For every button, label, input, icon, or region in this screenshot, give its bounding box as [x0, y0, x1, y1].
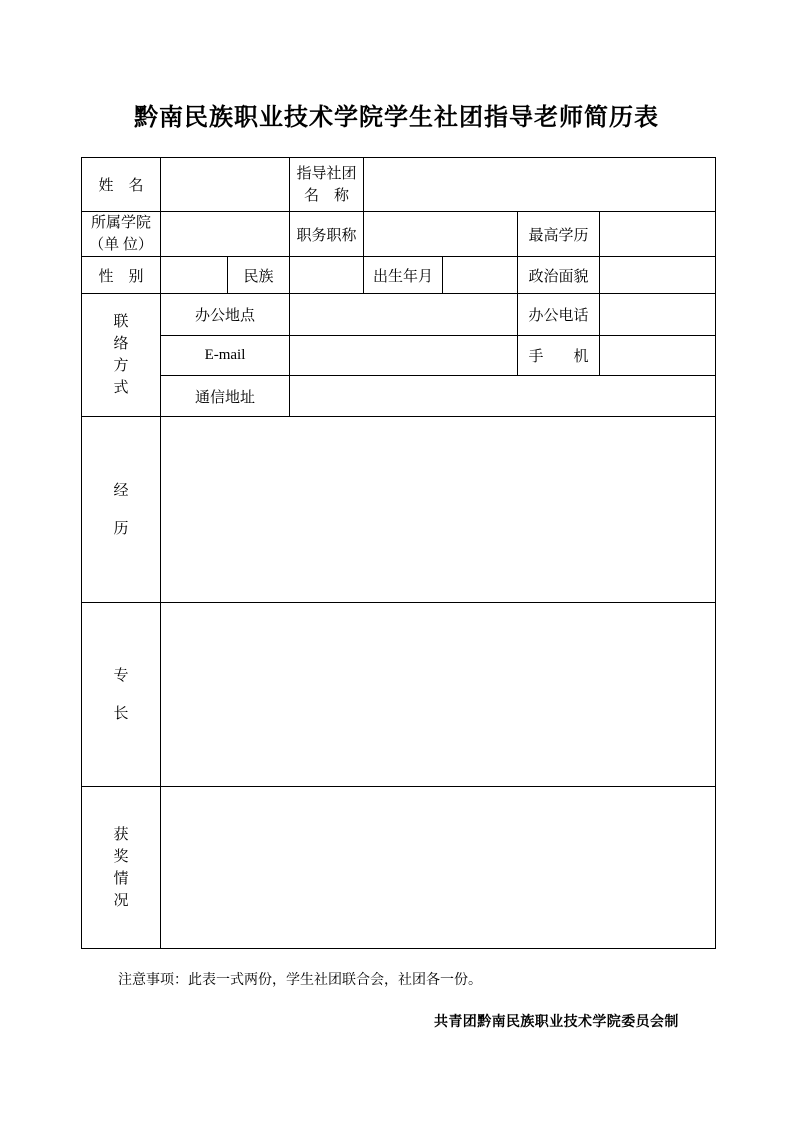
- position-title-label: 职务职称: [290, 212, 364, 257]
- contact-group-label-text: 联络方式: [113, 314, 129, 396]
- club-name-label-line2: 名 称: [303, 187, 349, 204]
- table-row: [82, 603, 716, 787]
- office-location-value-cell[interactable]: [290, 294, 518, 336]
- table-row: [82, 376, 716, 417]
- experience-value-cell[interactable]: [161, 417, 716, 603]
- note-text: 注意事项：此表一式两份，学生社团联合会，社团各一份。: [118, 973, 482, 988]
- gender-label: 性 别: [82, 257, 161, 294]
- email-value-cell[interactable]: [290, 336, 518, 376]
- mailing-address-label: 通信地址: [161, 376, 290, 417]
- specialty-label: [82, 603, 161, 787]
- birth-date-value-cell[interactable]: [443, 257, 518, 294]
- table-row: [82, 212, 716, 257]
- college-label-line2: （单 位）: [89, 237, 153, 253]
- mailing-address-value-cell[interactable]: [290, 376, 716, 417]
- ethnicity-label: 民族: [228, 257, 290, 294]
- birth-date-label: 出生年月: [364, 257, 443, 294]
- issuer-text: 共青团黔南民族职业技术学院委员会制: [434, 1015, 679, 1030]
- specialty-label-text: 专长: [113, 667, 129, 722]
- office-phone-label: 办公电话: [518, 294, 600, 336]
- political-status-label: 政治面貌: [518, 257, 600, 294]
- contact-group-label: [82, 294, 161, 417]
- table-row: [82, 336, 716, 376]
- awards-value-cell[interactable]: [161, 787, 716, 949]
- gender-value-cell[interactable]: [161, 257, 228, 294]
- awards-label-text: 获奖情况: [113, 826, 129, 909]
- awards-label: [82, 787, 161, 949]
- table-row: [82, 787, 716, 949]
- college-label: [82, 212, 161, 257]
- political-status-value-cell[interactable]: [600, 257, 716, 294]
- specialty-value-cell[interactable]: [161, 603, 716, 787]
- table-row: [82, 257, 716, 294]
- mobile-value-cell[interactable]: [600, 336, 716, 376]
- office-location-label: 办公地点: [161, 294, 290, 336]
- name-value-cell[interactable]: [161, 158, 290, 212]
- page-title: 黔南民族职业技术学院学生社团指导老师简历表: [134, 105, 659, 131]
- name-label: 姓 名: [82, 158, 161, 212]
- highest-education-value-cell[interactable]: [600, 212, 716, 257]
- resume-form-table: [81, 157, 716, 949]
- office-phone-value-cell[interactable]: [600, 294, 716, 336]
- experience-label: [82, 417, 161, 603]
- table-row: [82, 417, 716, 603]
- college-value-cell[interactable]: [161, 212, 290, 257]
- table-row: [82, 294, 716, 336]
- club-name-label: [290, 158, 364, 212]
- position-title-value-cell[interactable]: [364, 212, 518, 257]
- mobile-label: 手 机: [518, 336, 600, 376]
- ethnicity-value-cell[interactable]: [290, 257, 364, 294]
- club-name-value-cell[interactable]: [364, 158, 716, 212]
- highest-education-label: 最高学历: [518, 212, 600, 257]
- table-row: [82, 158, 716, 212]
- email-label: E-mail: [161, 336, 290, 376]
- club-name-label-line1: 指导社团: [296, 165, 357, 182]
- experience-label-text: 经历: [113, 482, 129, 537]
- college-label-line1: 所属学院: [90, 215, 151, 231]
